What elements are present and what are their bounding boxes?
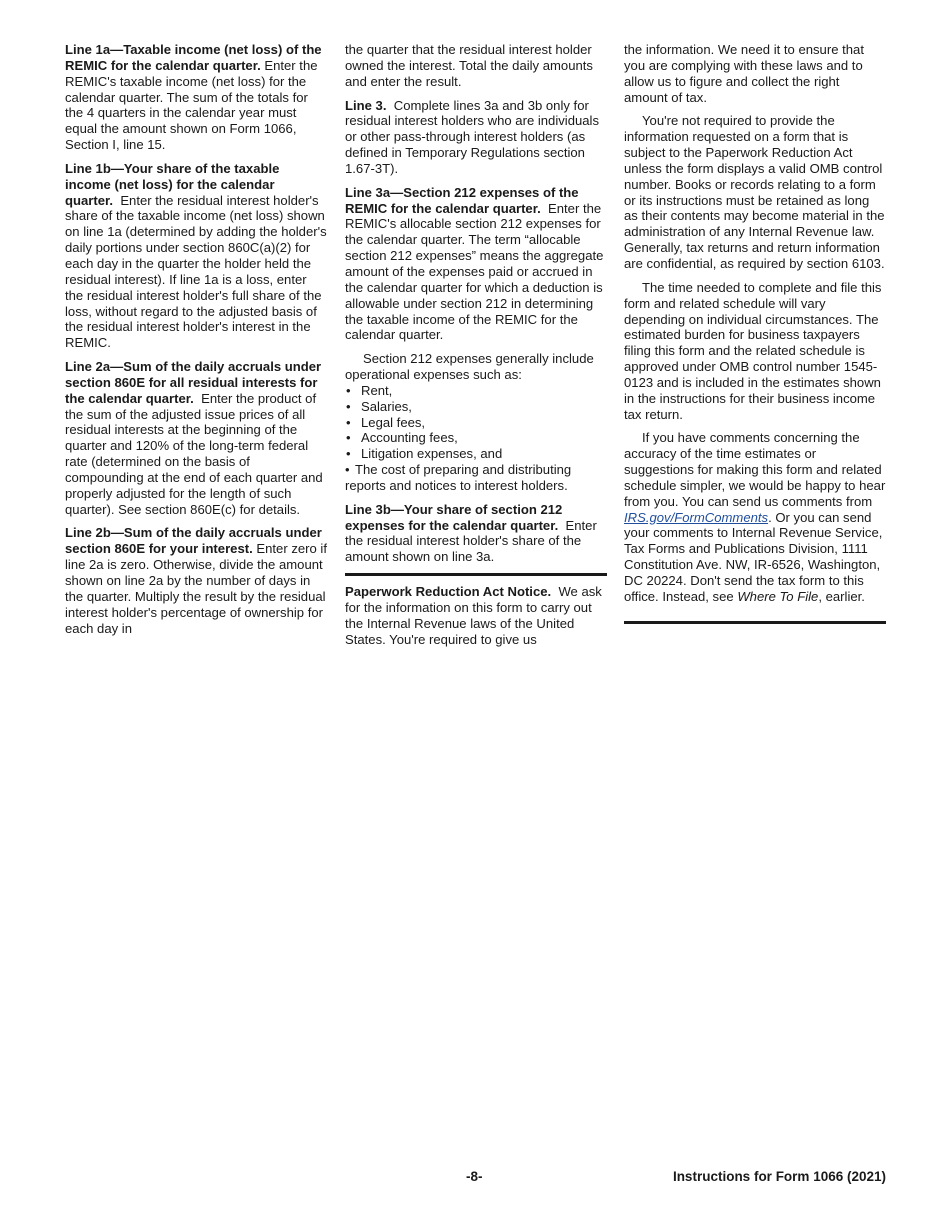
line-3a-heading: Line 3a—Section 212 expenses of the REMIC for the calendar quarter. [345,184,579,216]
section-212-intro: Section 212 expenses generally include operational expenses such as: [345,351,594,383]
line-1a-heading: Line 1a—Taxable income (net loss) of the REMIC for the calendar quarter. [65,42,322,73]
comments-text-c: , earlier. [818,588,865,604]
form-comments-link[interactable]: IRS.gov/FormComments [624,509,769,525]
line-2b-text: Enter zero if line 2a is zero. Otherwise, divide the amount shown on line 2a by the number of days in the quarter. Multiply the result by the residual interest holder's percentage of ownership for each day in [65,541,327,636]
line-3a-paragraph [345,185,607,343]
list-item: • Legal fees, [345,415,607,431]
paperwork-notice-paragraph [345,584,607,647]
where-to-file-reference: Where To File [737,588,819,604]
section-divider [345,573,607,576]
list-item: • Accounting fees, [345,430,607,446]
line-3a-text: Enter the REMIC's allocable section 212 expenses for the calendar quarter. The term “allocable section 212 expenses” means the aggregate amount of the expenses paid or accrued in the calendar quarter for which a deduction is allowable under section 212 in determining the taxable income of the REMIC for the calendar quarter. [345,200,604,343]
omb-paragraph: You're not required to provide the information requested on a form that is subject to the Paperwork Reduction Act unless the form displays a valid OMB control number. Books or records relating to a form or its instructions must be retained as long as their contents may become material in the administration of any Internal Revenue law. Generally, tax returns and return information are confidential, as required by section 6103. [624,113,885,271]
paperwork-notice-heading: Paperwork Reduction Act Notice. [345,584,552,600]
line-1a-text: Enter the REMIC's taxable income (net loss) for the calendar quarter. The sum of the totals for the 4 quarters in the calendar year must equal the amount shown on Form 1066, Section I, line 15. [65,57,318,153]
line-3b-heading: Line 3b—Your share of section 212 expenses for the calendar quarter. [345,501,563,533]
time-estimate-paragraph: The time needed to complete and file this form and related schedule will vary depending on individual circumstances. The estimated burden for business taxpayers filing this form and the related schedule is approved under OMB control number 1545-0123 and is included in the estimates shown in the instructions for their business income tax return. [624,279,882,422]
line-2b-continued: the quarter that the residual interest holder owned the interest. Total the daily amounts and enter the result. [345,42,593,89]
comments-text-a: If you have comments concerning the accuracy of the time estimates or suggestions for making this form and related schedule simpler, we would be happy to hear from you. You can send us comments from [624,430,886,509]
footer-form-title: Instructions for Form 1066 (2021) [672,1169,886,1184]
line-3b-paragraph [345,502,607,565]
line-3b-text: Enter the residual interest holder's share of the amount shown on line 3a. [345,517,597,565]
comments-text-b: . Or you can send your comments to Internal Revenue Service, Tax Forms and Publications Division, 1111 Constitution Ave. NW, IR-6526, Washington, DC 20224. Don't send the tax form to this office. Instead, see [624,509,883,604]
list-item: • Salaries, [345,399,607,415]
line-3-heading: Line 3. [345,97,387,113]
list-item: • The cost of preparing and distributing reports and notices to interest holders. [345,462,607,494]
page-number: -8- [466,1169,483,1184]
list-item: • Litigation expenses, and [345,446,607,462]
line-1b-paragraph [65,161,327,351]
line-3-paragraph [345,98,607,177]
line-2a-paragraph [65,359,327,517]
end-divider [624,621,886,624]
comments-paragraph [624,430,886,604]
column-right [624,42,886,624]
paperwork-notice-continued: the information. We need it to ensure that you are complying with these laws and to allow us to figure and collect the right amount of tax. [624,42,864,105]
line-2b-paragraph [65,525,327,636]
column-middle [345,42,607,656]
paperwork-notice-text: We ask for the information on this form to carry out the Internal Revenue laws of the United States. You're required to give us [345,584,602,647]
line-2b-heading: Line 2b—Sum of the daily accruals under section 860E for your interest. [65,525,322,557]
line-1b-text: Enter the residual interest holder's share of the taxable income (net loss) shown on line 1a (determined by adding the holder's daily portions under section 860C(a)(2) for each day in the quarter the holder held the residual interest). If line 1a is a loss, enter the residual interest holder's full share of the loss, without regard to the adjusted basis of the residual interest holder's interest in the REMIC. [65,192,327,351]
line-1a-paragraph [65,42,327,153]
expense-list [345,383,607,494]
line-2a-text: Enter the product of the sum of the adjusted issue prices of all residual interests at the beginning of the quarter and 120% of the long-term federal rate (determined on the basis of compounding at the end of each quarter and properly adjusted for the length of such quarter). See section 860E(c) for details. [65,390,323,517]
list-item: • Rent, [345,383,607,399]
line-1b-heading: Line 1b—Your share of the taxable income (net loss) for the calendar quarter. [65,160,280,208]
line-2a-heading: Line 2a—Sum of the daily accruals under section 860E for all residual interests for the calendar quarter. [65,359,322,406]
line-3-text: Complete lines 3a and 3b only for residual interest holders who are individuals or other pass-through interest holders (as defined in Temporary Regulations section 1.67-3T). [345,97,600,176]
column-left [65,42,327,644]
